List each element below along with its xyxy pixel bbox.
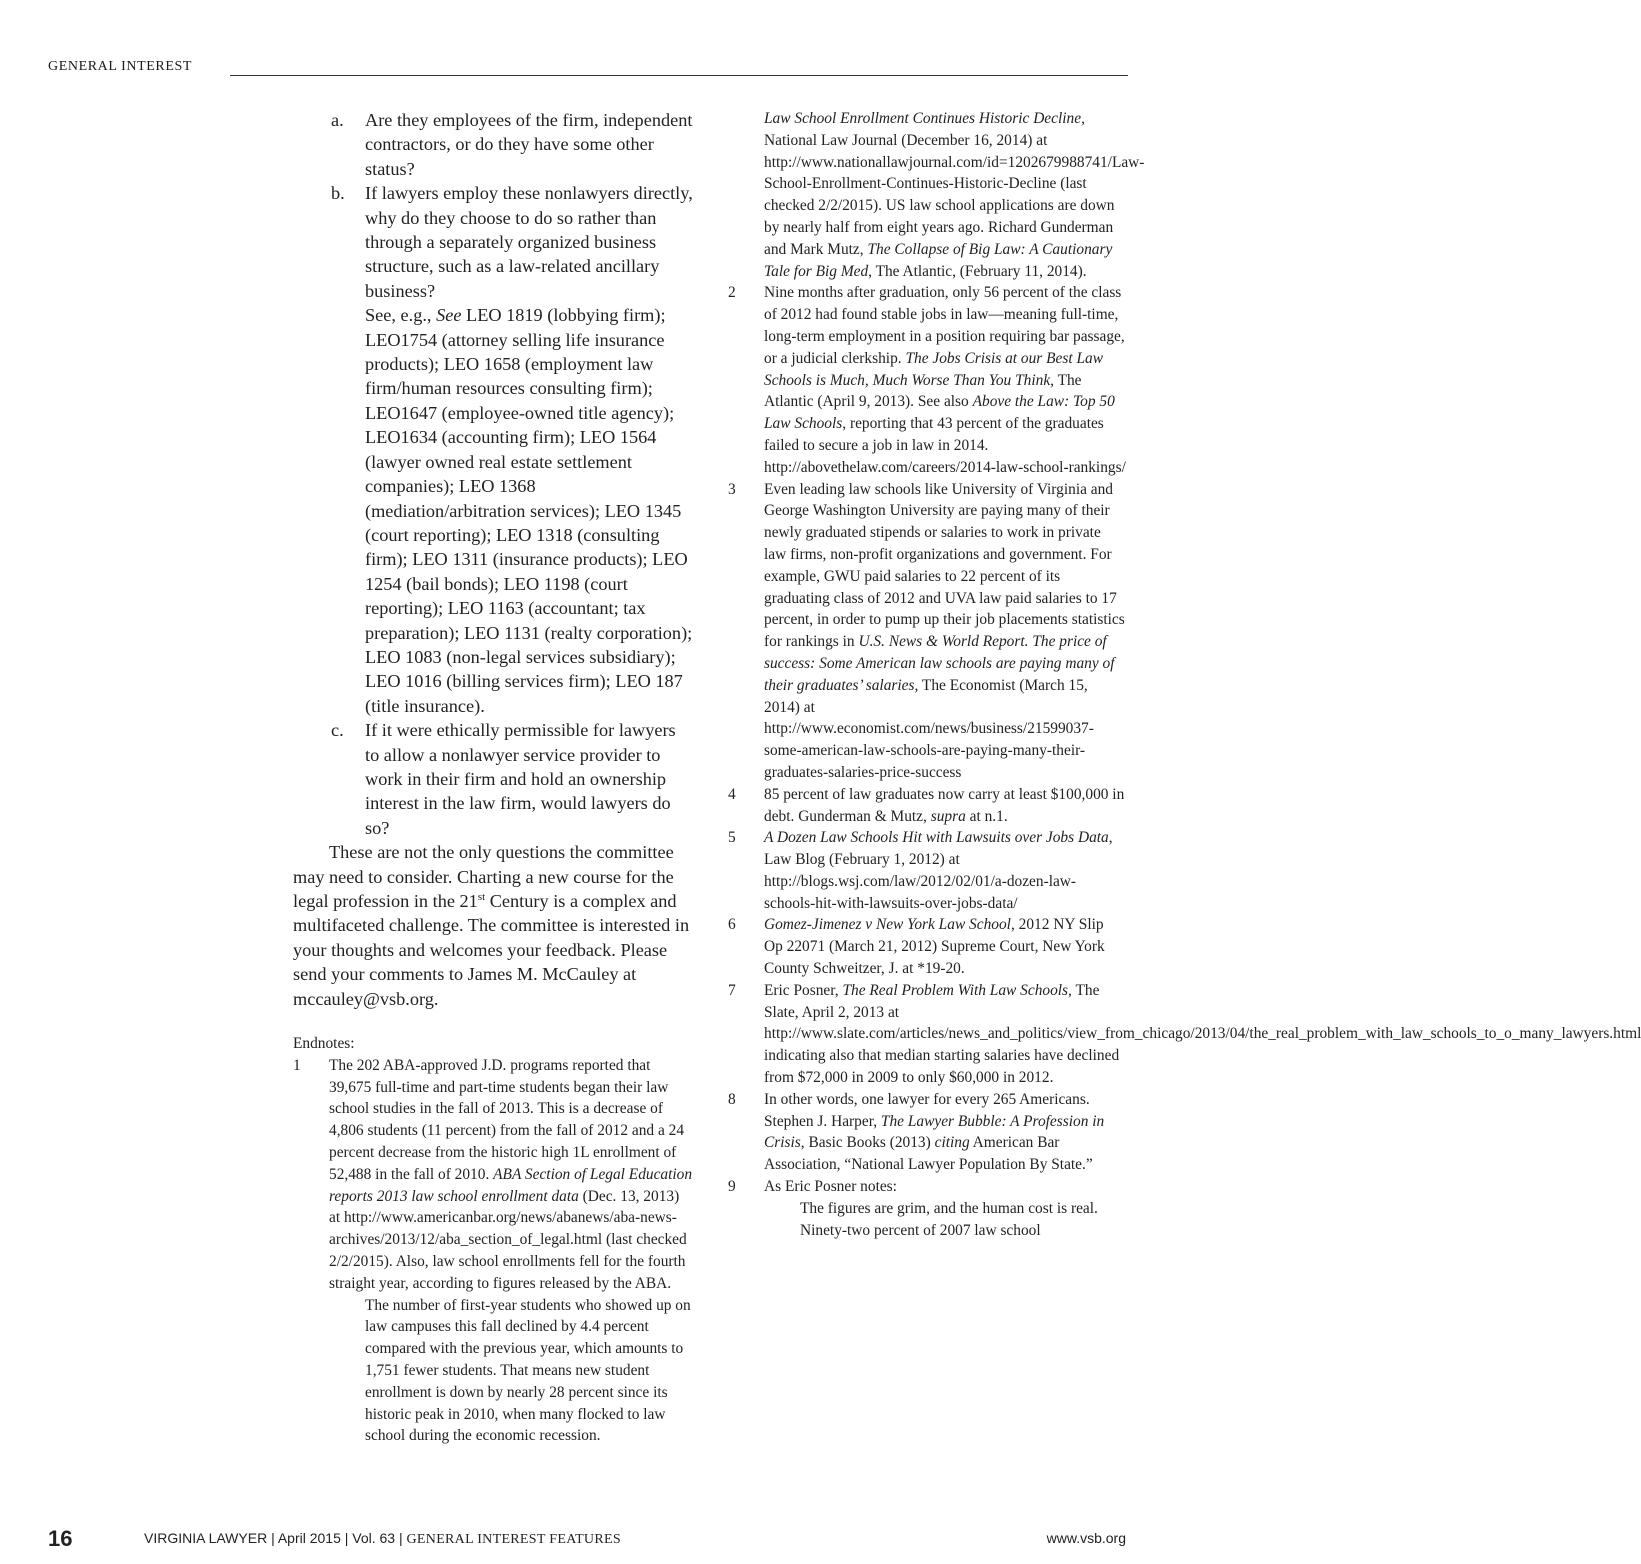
- block-quote: The number of first-year students who showed up on law campuses this fall declined by 4.4 percent compared with the previous year, which amounts to 1,751 fewer students. That means new student enrollment is down by nearly 28 percent since its historic peak in 2010, when many flocked to law school during the economic recession.: [365, 1296, 691, 1445]
- endnote-number: 2: [728, 284, 736, 302]
- endnote-6: 6 Gomez-Jimenez v New York Law School, 2012 NY Slip Op 22071 (March 21, 2012) Supreme Court, New York County Schweitzer, J. at *19-20.: [728, 916, 1105, 978]
- see-references: See, e.g., See LEO 1819 (lobbying firm); LEO1754 (attorney selling life insurance products); LEO 1658 (employment law firm/human resources consulting firm); LEO1647 (employee-owned title agency); LEO1634 (accounting firm); LEO 1564 (lawyer owned real estate settlement companies); LEO 1368 (mediation/arbitration services); LEO 1345 (court reporting); LEO 1318 (consulting firm); LEO 1311 (insurance products); LEO 1254 (bail bonds); LEO 1198 (court reporting); LEO 1163 (accountant; tax preparation); LEO 1131 (realty corporation); LEO 1083 (non-legal services subsidiary); LEO 1016 (billing services firm); LEO 187 (title insurance).: [365, 305, 693, 716]
- endnote-5: 5 A Dozen Law Schools Hit with Lawsuits over Jobs Data, Law Blog (February 1, 2012) at http://blogs.wsj.com/law/2012/02/01/a-dozen-law-schools-hit-with-lawsuits-over-jobs-data/: [728, 829, 1113, 912]
- endnote-3: 3 Even leading law schools like University of Virginia and George Washington University are paying many of their newly graduated stipends or salaries to work in private law firms, non-profit organizations and government. For example, GWU paid salaries to 22 percent of its graduating class of 2012 and UVA law paid salaries to 17 percent, in order to pump up their job placements statistics for rankings in U.S. News & World Report. The price of success: Some American law schools are paying many of their graduates’ salaries, The Economist (March 15, 2014) at http://www.economist.com/news/business/21599037-some-american-law-schools-are-paying-many-their-graduates-salaries-price-success: [728, 480, 1125, 781]
- page-footer: [48, 1526, 1128, 1556]
- question-marker: a.: [331, 110, 344, 130]
- endnote-number: 9: [728, 1178, 736, 1196]
- leo-list: LEO 1819 (lobbying firm); LEO1754 (attorney selling life insurance products); LEO 1658 (employment law firm/human resources consulting firm); LEO1647 (employee-owned title agency); LEO1634 (accounting firm); LEO 1564 (lawyer owned real estate settlement companies); LEO 1368 (mediation/arbitration services); LEO 1345 (court reporting); LEO 1318 (consulting firm); LEO 1311 (insurance products); LEO 1254 (bail bonds); LEO 1198 (court reporting); LEO 1163 (accountant; tax preparation); LEO 1131 (realty corporation); LEO 1083 (non-legal services subsidiary); LEO 1016 (billing services firm); LEO 187 (title insurance).: [365, 305, 693, 716]
- question-text: If it were ethically permissible for lawyers to allow a nonlawyer service provider to work in their firm and hold an ownership interest in the law firm, would lawyers do so?: [365, 720, 676, 838]
- endnotes-heading: Endnotes:: [293, 1035, 355, 1053]
- endnote-number: 1: [293, 1056, 301, 1074]
- see-signal: See: [436, 305, 462, 326]
- endnote-1: 1 The 202 ABA-approved J.D. programs reported that 39,675 full-time and part-time students began their law school studies in the fall of 2013. This is a decrease of 4,806 students (11 percent) from the fall of 2012 and a 24 percent decrease from the historic high 1L enrollment of 52,488 in the fall of 2010. ABA Section of Legal Education reports 2013 law school enrollment data (Dec. 13, 2013) at http://www.americanbar.org/news/abanews/aba-news-archives/2013/12/aba_section_of_legal.html (last checked 2/2/2015). Also, law school enrollments fell for the fourth straight year, according to figures released by the ABA. The number of first-year students who showed up on law campuses this fall declined by 4.4 percent compared with the previous year, which amounts to 1,751 fewer students. That means new student enrollment is down by nearly 28 percent since its historic peak in 2010, when many flocked to law school during the economic recession.: [293, 1055, 693, 1447]
- endnote-number: 6: [728, 916, 736, 934]
- endnote-8: 8 In other words, one lawyer for every 265 Americans. Stephen J. Harper, The Lawyer Bubble: A Profession in Crisis, Basic Books (2013) citing American Bar Association, “National Lawyer Population By State.”: [728, 1090, 1105, 1174]
- endnote-2: 2 Nine months after graduation, only 56 percent of the class of 2012 had found stable jobs in law—meaning full-time, long-term employment in a position requiring bar passage, or a judicial clerkship. The Jobs Crisis at our Best Law Schools is Much, Much Worse Than You Think, The Atlantic (April 9, 2013). See also Above the Law: Top 50 Law Schools, reporting that 43 percent of the graduates failed to secure a job in law in 2014. http://abovethelaw.com/careers/2014-law-school-rankings/: [728, 284, 1126, 476]
- endnote-9: 9 As Eric Posner notes: The figures are grim, and the human cost is real. Ninety-two percent of 2007 law school: [728, 1176, 1126, 1241]
- endnote-number: 4: [728, 785, 736, 803]
- header-rule: [230, 75, 1128, 76]
- question-c: [293, 718, 693, 840]
- left-column: [293, 108, 693, 1447]
- endnote-4: 4 85 percent of law graduates now carry at least $100,000 in debt. Gunderman & Mutz, supra at n.1.: [728, 785, 1125, 825]
- section-label: GENERAL INTEREST: [48, 59, 198, 75]
- block-quote: The figures are grim, and the human cost is real. Ninety-two percent of 2007 law school: [800, 1199, 1098, 1239]
- running-header: [48, 59, 1128, 79]
- publication-info: VIRGINIA LAWYER | April 2015 | Vol. 63 | GENERAL INTEREST FEATURES: [144, 1530, 621, 1547]
- question-text: Are they employees of the firm, independent contractors, or do they have some other status?: [365, 110, 693, 179]
- closing-paragraph: These are not the only questions the committee may need to consider. Charting a new course for the legal profession in the 21st Century is a complex and multifaceted challenge. The committee is interested in your thoughts and welcomes your feedback. Please send your comments to James M. McCauley at mccauley@vsb.org.: [293, 842, 690, 1009]
- endnote-number: 5: [728, 829, 736, 847]
- right-column: [728, 108, 1641, 1241]
- footer-section: GENERAL INTEREST FEATURES: [406, 1532, 621, 1547]
- endnote-1-continued: Law School Enrollment Continues Historic Decline, National Law Journal (December 16, 2014) at http://www.nationallawjournal.com/id=1202679988741/Law-School-Enrollment-Continues-Historic-Decline (last checked 2/2/2015). US law school applications are down by nearly half from eight years ago. Richard Gunderman and Mark Mutz, The Collapse of Big Law: A Cautionary Tale for Big Med, The Atlantic, (February 11, 2014).: [764, 110, 1145, 280]
- endnote-number: 7: [728, 981, 736, 999]
- endnote-number: 8: [728, 1090, 736, 1108]
- question-marker: c.: [331, 720, 344, 741]
- question-text: If lawyers employ these nonlawyers directly, why do they choose to do so rather than through a separately organized business structure, such as a law-related ancillary business?: [365, 183, 693, 301]
- endnote-7: 7 Eric Posner, The Real Problem With Law Schools, The Slate, April 2, 2013 at http://www.slate.com/articles/news_and_politics/view_from_chicago/2013/04/the_real_problem_with_law_schools_to_o_many_lawyers.html indicating also that median starting salaries have declined from $72,000 in 2009 to only $60,000 in 2012.: [728, 981, 1641, 1087]
- endnote-number: 3: [728, 480, 736, 498]
- question-a: [293, 108, 693, 181]
- question-b: [293, 181, 693, 718]
- website-url: www.vsb.org: [1046, 1530, 1126, 1546]
- question-marker: b.: [331, 183, 345, 204]
- page-number: 16: [48, 1526, 73, 1551]
